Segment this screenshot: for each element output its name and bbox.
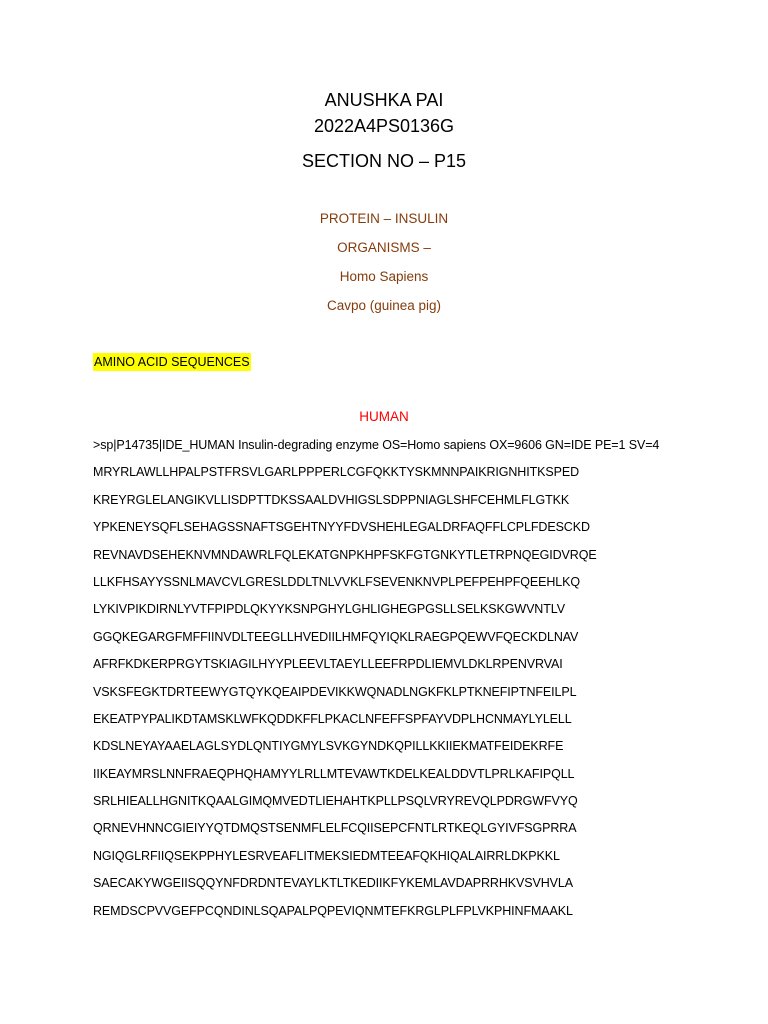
- sequence-line: KDSLNEYAYAAELAGLSYDLQNTIYGMYLSVKGYNDKQPILLKKIIEKMATFEIDEKRFE: [93, 739, 564, 754]
- sequence-line: VSKSFEGKTDRTEEWYGTQYKQEAIPDEVIKKWQNADLNGKFKLPTKNEFIPTNFEILPL: [93, 684, 577, 699]
- organism-human: Homo Sapiens: [339, 269, 429, 284]
- sequence-line: IIKEAYMRSLNNFRAEQPHQHAMYYLRLLMTEVAWTKDELKEALDDVTLPRLKAFIPQLL: [93, 766, 575, 781]
- sequence-line: NGIQGLRFIIQSEKPPHYLESRVEAFLITMEKSIEDMTEEAFQKHIQALAIRRLDKPKKL: [93, 848, 560, 863]
- human-sequence-block: [93, 436, 733, 929]
- sequence-line: LYKIVPIKDIRNLYVTFPIPDLQKYYKSNPGHYLGHLIGHEGPGSLLSELKSKGWVNTLV: [93, 602, 565, 617]
- sequence-line: EKEATPYPALIKDTAMSKLWFKQDDKFFLPKACLNFEFFSPFAYVDPLHCNMAYLYLELL: [93, 711, 572, 726]
- sequence-line: QRNEVHNNCGIEIYYQTDMQSTSENMFLELFCQIISEPCFNTLRTKEQLGYIVFSGPRRA: [93, 821, 577, 836]
- sequence-line: LLKFHSAYYSSNLMAVCVLGRESLDDLTNLVVKLFSEVENKNVPLPEFPEHPFQEEHLKQ: [93, 574, 580, 589]
- sequence-line: KREYRGLELANGIKVLLISDPTTDKSSAALDVHIGSLSDPPNIAGLSHFCEHMLFLGTKK: [93, 492, 570, 507]
- sequence-line: GGQKEGARGFMFFIINVDLTEEGLLHVEDIILHMFQYIQKLRAEGPQEWVFQECKDLNAV: [93, 629, 579, 644]
- sequence-line: REVNAVDSEHEKNVMNDAWRLFQLEKATGNPKHPFSKFGTGNKYTLETRPNQEGIDVRQE: [93, 547, 597, 562]
- student-id: 2022A4PS0136G: [313, 116, 455, 136]
- section-number: SECTION NO – P15: [301, 151, 467, 171]
- sequence-line: YPKENEYSQFLSEHAGSSNAFTSGEHTNYYFDVSHEHLEGALDRFAQFFLCPLFDESCKD: [93, 520, 590, 535]
- sequence-line: SAECAKYWGEIISQQYNFDRDNTEVAYLKTLTKEDIIKFYKEMLAVDAPRRHKVSVHVLA: [93, 876, 573, 891]
- human-label: HUMAN: [359, 409, 409, 424]
- sequence-line: REMDSCPVVGEFPCQNDINLSQAPALPQPEVIQNMTEFKRGLPLFPLVKPHINFMAAKL: [93, 903, 573, 918]
- author-name: ANUSHKA PAI: [324, 90, 444, 110]
- sequence-line: SRLHIEALLHGNITKQAALGIMQMVEDTLIEHAHTKPLLPSQLVRYREVQLPDRGWFVYQ: [93, 794, 578, 809]
- fasta-header: >sp|P14735|IDE_HUMAN Insulin-degrading enzyme OS=Homo sapiens OX=9606 GN=IDE PE=1 SV=4: [93, 438, 660, 452]
- organisms-label: ORGANISMS –: [337, 240, 431, 255]
- sequence-line: MRYRLAWLLHPALPSTFRSVLGARLPPPERLCGFQKKTYSKMNNPAIKRIGNHITKSPED: [93, 465, 580, 480]
- organism-guinea-pig: Cavpo (guinea pig): [326, 298, 442, 313]
- protein-label: PROTEIN – INSULIN: [319, 211, 449, 226]
- amino-acid-sequences-heading: AMINO ACID SEQUENCES: [94, 355, 250, 369]
- sequence-line: AFRFKDKERPRGYTSKIAGILHYYPLEEVLTAEYLLEEFRPDLIEMVLDKLRPENVRVAI: [93, 657, 563, 672]
